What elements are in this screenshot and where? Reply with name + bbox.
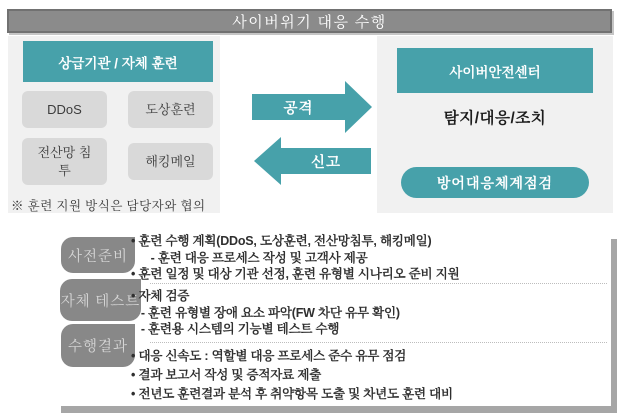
process-lines-result (131, 347, 611, 404)
attack-arrow-icon (252, 94, 345, 120)
process-line: - 훈련 대응 프로세스 작성 및 고객사 제공 (131, 250, 368, 265)
page-title: 사이버위기 대응 수행 (232, 14, 387, 31)
report-arrow-label: 신고 (310, 154, 341, 171)
process-line: • 자체 검증 (131, 289, 190, 303)
training-panel-header-label: 상급기관 / 자체 훈련 (58, 55, 178, 71)
training-item-tabletop (128, 91, 213, 128)
dotted-separator (150, 283, 607, 284)
report-arrow-icon (281, 148, 371, 174)
training-item-ddos (22, 91, 107, 128)
stage-label-text: 수행결과 (67, 339, 129, 355)
defense-check-pill-label: 방어대응체계점검 (436, 174, 554, 191)
detect-respond-text: 탐지/대응/조치 (443, 110, 547, 127)
dotted-separator (150, 342, 607, 343)
title-bar (7, 9, 612, 33)
attack-arrowhead-icon (345, 81, 372, 133)
process-line: • 전년도 훈련결과 분석 후 취약항목 도출 및 차년도 훈련 대비 (131, 387, 453, 401)
process-lines-self-test (131, 288, 611, 338)
stage-label-text: 사전준비 (67, 248, 129, 265)
stage-label-text: 자체 테스트 (60, 293, 141, 310)
process-lines-preparation (131, 233, 611, 283)
stage-label-self-test (60, 279, 141, 321)
training-item-label: 도상훈련 (145, 101, 196, 117)
process-line: • 결과 보고서 작성 및 증적자료 제출 (131, 368, 322, 382)
defense-check-pill (401, 167, 589, 198)
process-line: • 훈련 일정 및 대상 기관 선정, 훈련 유형별 시나리오 준비 지원 (131, 267, 460, 281)
security-center-header (397, 48, 593, 93)
process-line: - 훈련 유형별 장애 요소 파악(FW 차단 유무 확인) (131, 305, 400, 320)
training-support-note: ※ 훈련 지원 방식은 담당자와 협의 (11, 199, 206, 213)
stage-label-preparation (61, 237, 135, 273)
security-center-header-label: 사이버안전센터 (449, 64, 541, 80)
report-arrowhead-icon (254, 137, 281, 185)
training-item-label: 전산망 침투 (37, 144, 92, 178)
training-panel-header (23, 41, 213, 82)
training-item-hacking-mail (128, 143, 213, 180)
stage-label-result (61, 324, 135, 367)
process-line: - 훈련용 시스템의 기능별 테스트 수행 (131, 322, 340, 336)
process-line: • 훈련 수행 계획(DDoS, 도상훈련, 전산망침투, 해킹메일) (131, 234, 432, 248)
security-center-panel (377, 36, 613, 213)
training-item-label: 해킹메일 (145, 153, 196, 169)
attack-arrow-label: 공격 (283, 100, 314, 117)
training-item-network-intrusion (22, 138, 107, 185)
process-line: • 대응 신속도 : 역할별 대응 프로세스 준수 유무 점검 (131, 349, 407, 363)
training-panel (8, 36, 220, 213)
training-item-label: DDoS (47, 101, 82, 117)
